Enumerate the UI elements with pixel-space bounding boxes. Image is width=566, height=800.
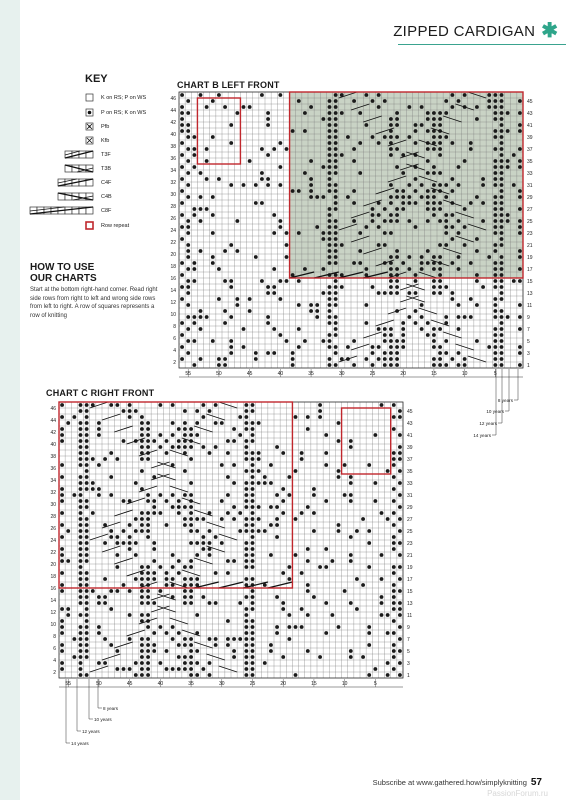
- chart_b-row-number-right: 33: [527, 171, 533, 178]
- key-item-label: Pfb: [101, 123, 110, 130]
- chart_c-column-number: 20: [280, 681, 286, 687]
- key-item-label: C4F: [101, 179, 112, 186]
- chart_c-row-number-right: 35: [407, 469, 413, 476]
- pattern-title: ZIPPED CARDIGAN: [393, 22, 536, 40]
- chart_b-row-number-left: 18: [170, 264, 176, 271]
- chart_b-chart: [170, 92, 532, 438]
- chart_b-column-number: 10: [461, 371, 468, 377]
- chart_c-row-number-right: 41: [407, 433, 413, 440]
- footer: [373, 777, 542, 788]
- chart_c-row-number-right: 23: [407, 541, 413, 548]
- page-number: 57: [530, 777, 542, 788]
- chart_b-row-number-left: 38: [170, 144, 176, 151]
- chart_b-row-number-right: 31: [527, 183, 533, 190]
- chart_b-column-number: 50: [216, 371, 222, 377]
- chart_b-column-number: 35: [308, 371, 314, 377]
- chart_b-row-number-right: 9: [527, 315, 530, 322]
- chart_b-row-number-right: 27: [527, 207, 533, 214]
- key-item-label: C8F: [101, 207, 112, 214]
- key-title: KEY: [85, 73, 108, 85]
- chart_c-column-number: 5: [373, 681, 377, 687]
- chart_c-column-number: 15: [311, 681, 317, 687]
- chart_b-row-number-left: 14: [170, 288, 176, 295]
- key-item-label: C4B: [101, 193, 112, 200]
- chart_c-row-number-right: 13: [407, 601, 413, 608]
- chart_c-column-number: 50: [96, 681, 102, 687]
- chart_c-row-number-right: 7: [407, 637, 410, 644]
- chart_b-column-number: 5: [493, 371, 497, 377]
- key-item-label: K on RS; P on WS: [101, 94, 147, 101]
- chart_b-row-number-left: 44: [170, 108, 176, 115]
- chart_c-row-number-left: 30: [50, 502, 56, 509]
- how-to-body: Start at the bottom right-hand corner. Read right side rows from right to left and wrong side rows from left to right. A row of squares represents a row of knitting: [30, 287, 158, 319]
- chart_c-row-number-right: 27: [407, 517, 413, 524]
- chart_c-column-number: 40: [157, 681, 164, 687]
- chart_b-row-number-left: 40: [170, 132, 176, 139]
- subscribe-text: Subscribe at www.gathered.how/simplyknitting: [372, 778, 527, 787]
- chart_b-size-label: 10 years: [486, 409, 504, 414]
- chart_c-row-number-right: 19: [407, 565, 413, 572]
- chart_c-row-number-right: 3: [407, 661, 410, 668]
- chart_b-row-number-left: 12: [170, 300, 176, 307]
- chart_c-row-number-left: 14: [50, 598, 56, 605]
- chart_b-row-number-left: 26: [170, 216, 176, 223]
- chart_c-size-label: 10 years: [94, 717, 112, 722]
- chart_c-row-number-left: 34: [50, 478, 56, 485]
- chart_c-size-label: 12 years: [82, 729, 100, 734]
- chart_b-row-number-right: 25: [527, 219, 533, 226]
- chart_b-row-number-right: 15: [527, 279, 533, 286]
- asterisk-icon: ✱: [541, 20, 558, 42]
- chart_b-size-label: 14 years: [473, 433, 491, 438]
- chart_c-size-label: 14 years: [71, 741, 89, 746]
- chart_c-row-number-right: 17: [407, 577, 413, 584]
- chart_b-row-number-left: 28: [170, 204, 176, 211]
- chart_c-row-number-left: 26: [50, 526, 56, 533]
- chart_c-column-number: 55: [65, 681, 71, 687]
- chart_c-row-number-left: 32: [50, 490, 56, 497]
- chart_c-row-number-left: 16: [50, 586, 56, 593]
- chart_b-row-number-left: 10: [170, 312, 176, 319]
- chart_b-row-number-right: 17: [527, 267, 533, 274]
- chart_c-row-number-right: 45: [407, 409, 413, 416]
- chart_b-row-number-left: 8: [173, 324, 176, 331]
- chart_b-size-label: 8 years: [497, 398, 513, 403]
- chart_b-row-number-left: 32: [170, 180, 176, 187]
- key-item-label: Kfb: [101, 137, 110, 144]
- chart_b-row-number-left: 22: [170, 240, 176, 247]
- chart_c-row-number-right: 1: [407, 673, 410, 680]
- chart_c-column-number: 45: [126, 681, 133, 687]
- chart_b-row-number-left: 30: [170, 192, 176, 199]
- chart_c-size-label: 8 years: [103, 706, 119, 711]
- chart_b-row-number-right: 29: [527, 195, 533, 202]
- chart_c-row-number-left: 40: [50, 442, 56, 449]
- chart_b-row-number-right: 11: [527, 303, 533, 310]
- chart_c-row-number-left: 36: [50, 466, 56, 473]
- chart_b-column-number: 45: [246, 371, 253, 377]
- chart_c-row-number-right: 43: [407, 421, 413, 428]
- chart_c-row-number-right: 5: [407, 649, 410, 656]
- chart_b-row-number-left: 42: [170, 120, 176, 127]
- chart_c-row-number-left: 42: [50, 430, 56, 437]
- chart_b-column-number: 20: [400, 371, 406, 377]
- chart_c-row-number-right: 21: [407, 553, 413, 560]
- key-item-label: P on RS; K on WS: [101, 109, 147, 116]
- chart_b-row-number-right: 19: [527, 255, 533, 262]
- chart_b-column-number: 40: [277, 371, 284, 377]
- chart_b-column-number: 15: [431, 371, 437, 377]
- chart_b-row-number-left: 2: [173, 360, 176, 367]
- chart_c-chart: [50, 402, 412, 746]
- chart_b-row-number-right: 3: [527, 351, 530, 358]
- chart_c-row-number-left: 2: [53, 670, 56, 677]
- chart_b-column-number: 30: [339, 371, 345, 377]
- chart_c-row-number-left: 8: [53, 634, 56, 641]
- chart_b-row-number-right: 7: [527, 327, 530, 334]
- chart_b-row-number-left: 36: [170, 156, 176, 163]
- chart_c-row-number-left: 4: [53, 658, 56, 665]
- chart_c-row-number-right: 33: [407, 481, 413, 488]
- chart_b-row-number-left: 24: [170, 228, 176, 235]
- chart_b-row-number-right: 45: [527, 99, 533, 106]
- chart_b-row-number-left: 34: [170, 168, 176, 175]
- chart_b-row-number-right: 23: [527, 231, 533, 238]
- chart_c-row-number-left: 12: [50, 610, 56, 617]
- chart_b-row-number-right: 5: [527, 339, 530, 346]
- chart_c-row-number-right: 37: [407, 457, 413, 464]
- chart_b-row-number-right: 43: [527, 111, 533, 118]
- chart_c-row-number-right: 31: [407, 493, 413, 500]
- chart_c-column-number: 25: [249, 681, 256, 687]
- chart_c-row-number-left: 28: [50, 514, 56, 521]
- chart_b-row-number-left: 46: [170, 96, 176, 103]
- chart_c-row-number-left: 10: [50, 622, 56, 629]
- key-item-label: T3F: [101, 151, 111, 158]
- chart_c-column-number: 10: [341, 681, 348, 687]
- chart_b-row-number-right: 37: [527, 147, 533, 154]
- chart_c-row-number-right: 11: [407, 613, 413, 620]
- chart_b-column-number: 25: [369, 371, 376, 377]
- chart_c-row-number-left: 38: [50, 454, 56, 461]
- chart-c-title: CHART C RIGHT FRONT: [46, 388, 155, 398]
- key-item-label: T3B: [101, 165, 112, 172]
- chart_c-row-number-right: 9: [407, 625, 410, 632]
- chart_c-column-number: 30: [219, 681, 225, 687]
- chart_c-column-number: 35: [188, 681, 194, 687]
- chart_c-row-number-left: 6: [53, 646, 56, 653]
- chart_b-row-number-left: 6: [173, 336, 176, 343]
- chart_c-row-number-left: 46: [50, 406, 56, 413]
- chart_b-row-number-right: 35: [527, 159, 533, 166]
- chart_b-row-number-left: 4: [173, 348, 176, 355]
- chart_b-row-number-right: 13: [527, 291, 533, 298]
- chart_b-row-number-right: 39: [527, 135, 533, 142]
- chart-b-title: CHART B LEFT FRONT: [177, 80, 280, 90]
- chart_b-row-number-right: 21: [527, 243, 533, 250]
- chart_c-row-number-left: 44: [50, 418, 56, 425]
- chart_b-row-number-left: 16: [170, 276, 176, 283]
- chart_c-row-number-left: 24: [50, 538, 56, 545]
- chart_c-row-number-left: 22: [50, 550, 56, 557]
- chart_c-row-number-right: 29: [407, 505, 413, 512]
- how-to-title-line1: HOW TO USE: [30, 262, 95, 273]
- how-to-title-line2: OUR CHARTS: [30, 273, 97, 284]
- chart_c-row-number-right: 39: [407, 445, 413, 452]
- chart_c-row-number-left: 18: [50, 574, 56, 581]
- chart_c-row-number-right: 15: [407, 589, 413, 596]
- watermark: PassionForum.ru: [487, 789, 548, 798]
- key-item-label: Row repeat: [101, 222, 130, 229]
- chart_c-row-number-right: 25: [407, 529, 413, 536]
- chart_b-row-number-right: 1: [527, 363, 530, 370]
- chart_c-row-number-left: 20: [50, 562, 56, 569]
- chart_b-row-number-right: 41: [527, 123, 533, 130]
- chart_b-column-number: 55: [185, 371, 191, 377]
- chart_b-size-label: 12 years: [479, 421, 497, 426]
- chart_b-row-number-left: 20: [170, 252, 176, 259]
